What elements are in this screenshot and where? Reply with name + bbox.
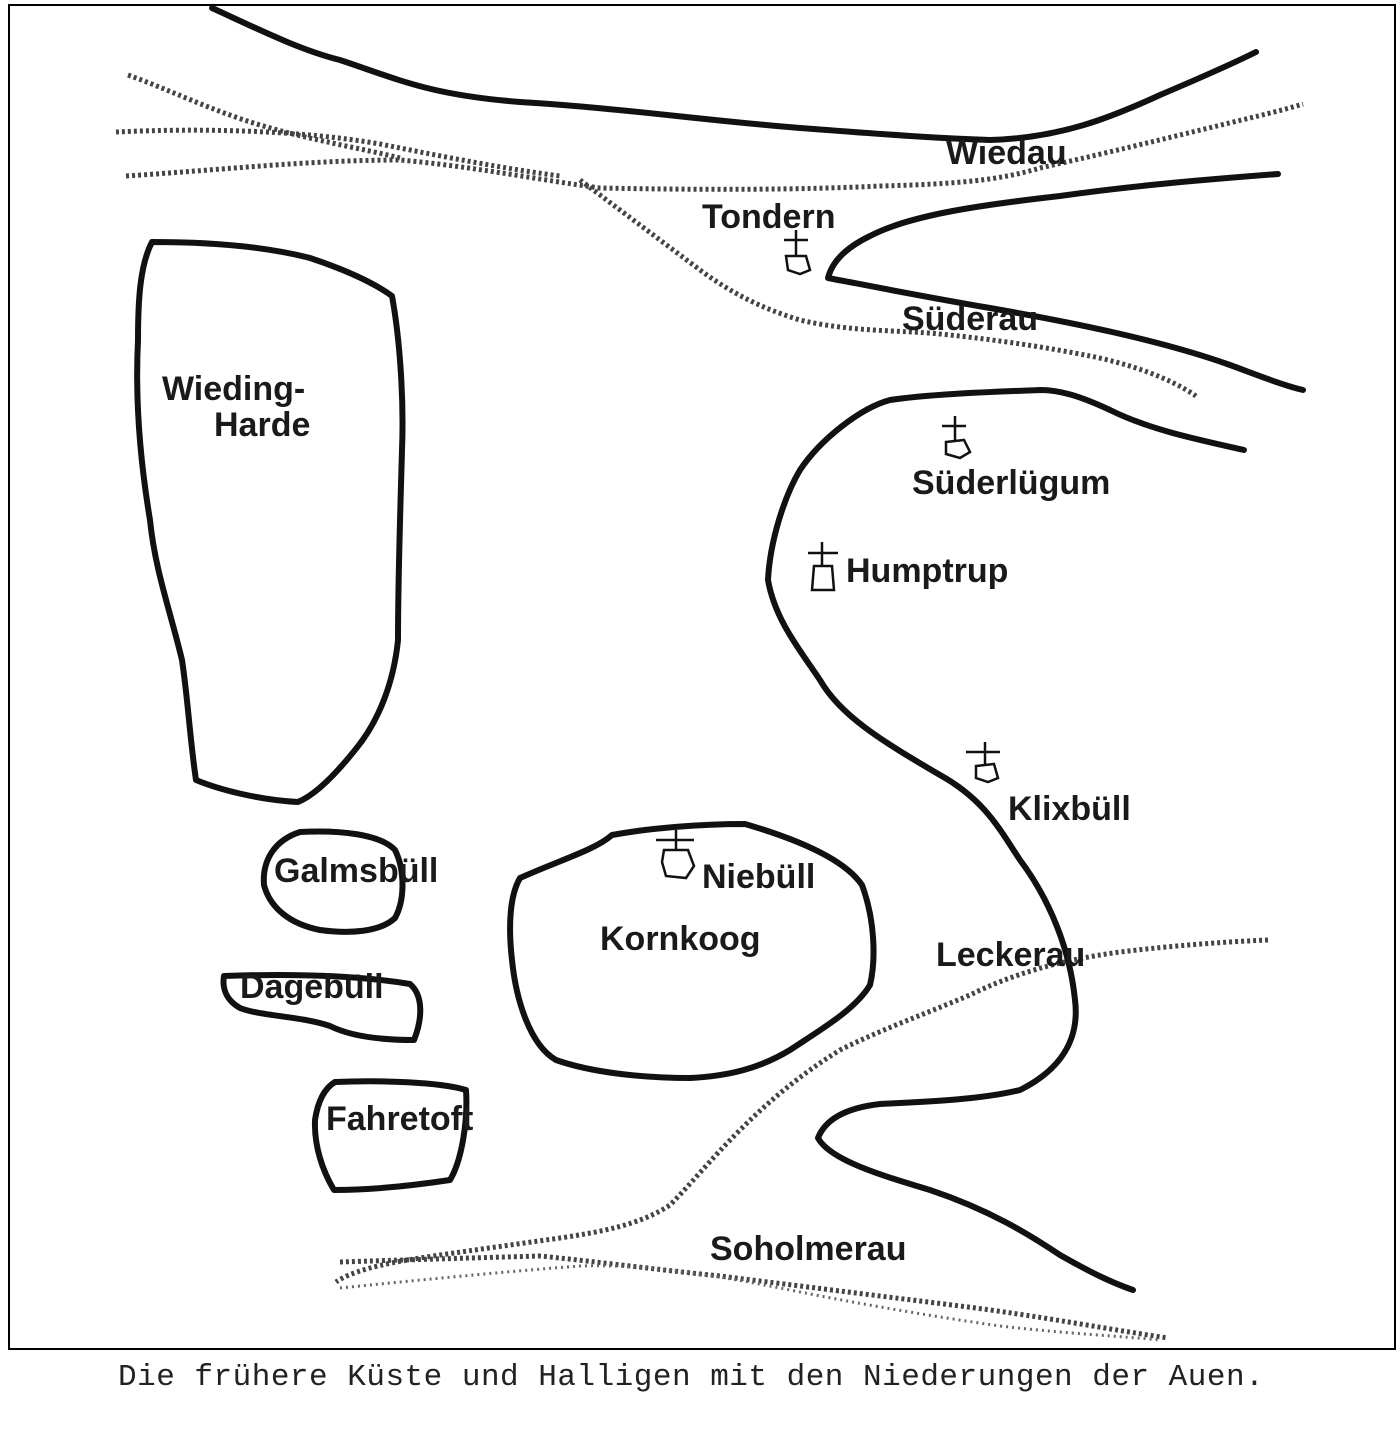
mainland-coast: [768, 390, 1244, 1290]
label-wiedau: Wiedau: [946, 134, 1067, 172]
label-dagebuell: Dagebüll: [240, 968, 384, 1006]
wieding-harde-outline: [137, 242, 402, 802]
label-niebuell: Niebüll: [702, 858, 816, 896]
niebuell-church-icon: [656, 830, 694, 878]
label-soholmerau: Soholmerau: [710, 1230, 907, 1268]
label-wieding-harde-line1: Wieding-: [162, 370, 306, 408]
label-wieding-harde-line2: Harde: [214, 406, 311, 444]
soholmerau-lowland-lower: [340, 1266, 1160, 1340]
tondern-church-icon: [784, 230, 810, 274]
label-tondern: Tondern: [702, 198, 836, 236]
soholmerau-lowland: [340, 1256, 1168, 1338]
label-fahretoft: Fahretoft: [326, 1100, 474, 1138]
klixbuell-church-icon: [966, 742, 1000, 782]
suederluegum-church-icon: [942, 416, 970, 458]
label-klixbuell: Klixbüll: [1008, 790, 1131, 828]
label-suederau: Süderau: [902, 300, 1039, 338]
label-galmsbuell: Galmsbüll: [274, 852, 439, 890]
wiedau-lowland-north: [128, 75, 400, 158]
label-kornkoog: Kornkoog: [600, 920, 761, 958]
wiedau-north-shore: [212, 8, 1256, 140]
wiedau-south-shore: [828, 174, 1303, 390]
wiedau-lowland-south: [126, 104, 1303, 189]
humptrup-church-icon: [808, 542, 838, 590]
label-leckerau: Leckerau: [936, 936, 1086, 974]
figure-caption: Die frühere Küste und Halligen mit den Niederungen der Auen.: [118, 1360, 1265, 1395]
label-suederluegum: Süderlügum: [912, 464, 1111, 502]
label-humptrup: Humptrup: [846, 552, 1009, 590]
